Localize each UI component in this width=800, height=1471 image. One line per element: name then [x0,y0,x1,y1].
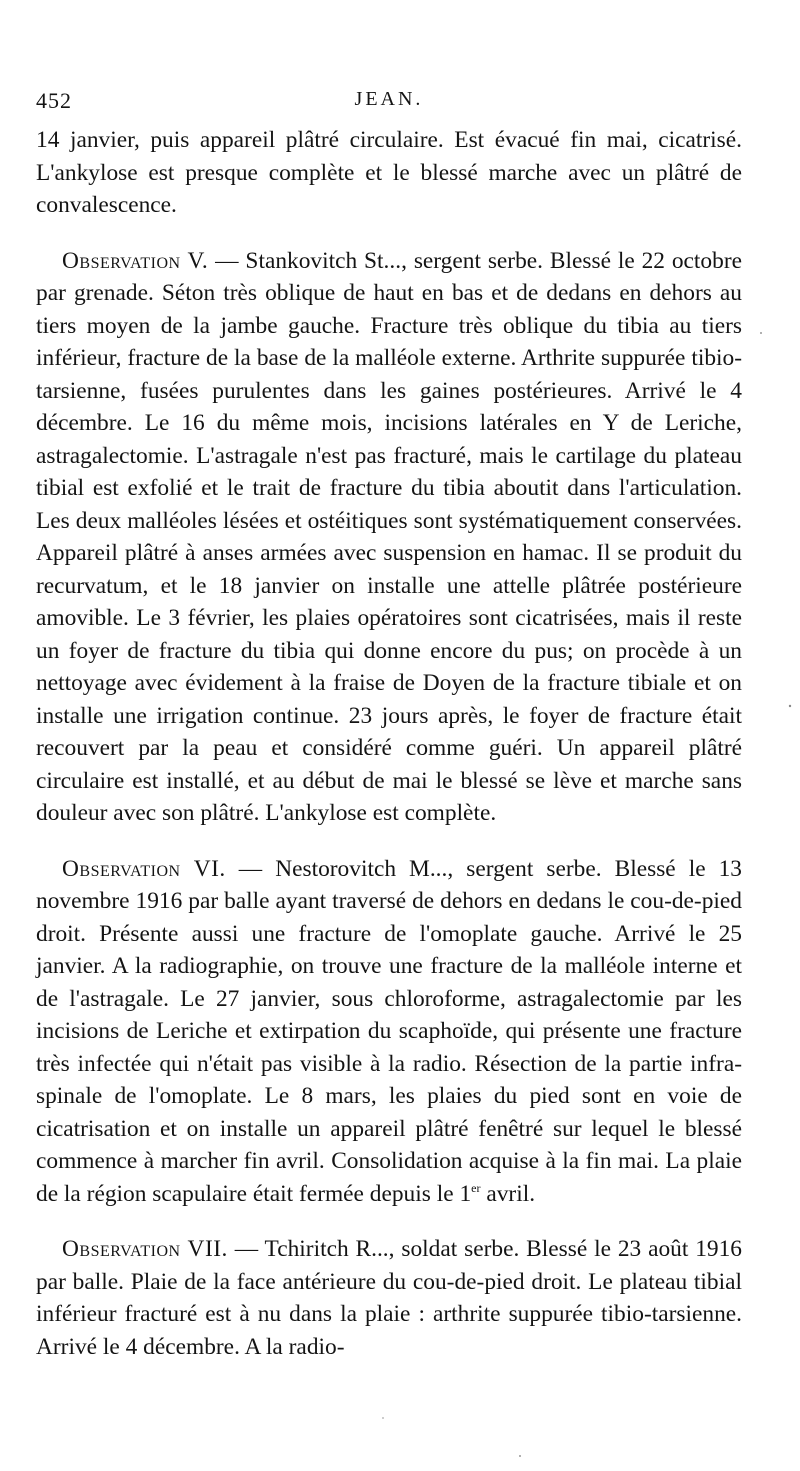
observation-body: — Stankovitch St..., sergent serbe. Blessé le 22 octobre par grenade. Séton très oblique de haut en bas et de dedans en dehors au tiers moyen de la jambe gauche. Fracture très oblique du tibia au tiers inférieur, fracture de la base de la malléole externe. Arthrite suppurée tibio-tarsienne, fusées purulentes dans les gaines postérieures. Arrivé le 4 décembre. Le 16 du même mois, incisions latérales en Y de Leriche, astragalectomie. L'astragale n'est pas fracturé, mais le cartilage du plateau tibial est exfolié et le trait de fracture du tibia aboutit dans l'articulation. Les deux malléoles lésées et ostéitiques sont systématiquement conservées. Appareil plâtré à anses armées avec suspension en hamac. Il se produit du recurvatum, et le 18 janvier on installe une attelle plâtrée postérieure amovible. Le 3 février, les plaies opératoires sont cicatrisées, mais il reste un foyer de fracture du tibia qui donne encore du pus; on procède à un nettoyage avec évidement à la fraise de Doyen de la fracture tibiale et on installe une irrigation continue. 23 jours après, le foyer de fracture était recouvert par la peau et considéré comme guéri. Un appareil plâtré circulaire est installé, et au début de mai le blessé se lève et marche sans douleur avec son plâtré. L'ankylose est complète. [36,247,742,826]
date-superscript: er [471,1180,481,1195]
ink-speck [519,1455,521,1457]
book-page [36,88,742,1363]
observation-vi [36,853,742,1211]
page-number: 452 [36,88,72,113]
running-title: JEAN. [354,88,424,110]
date-end: avril. [486,1180,536,1207]
observation-body: — Nestorovitch M..., sergent serbe. Blessé le 13 novembre 1916 par balle ayant traversé de dehors en dedans le cou-de-pied droit. Présente aussi une fracture de l'omoplate gauche. Arrivé le 25 janvier. A la radiographie, on trouve une fracture de la malléole interne et de l'astragale. Le 27 janvier, sous chloroforme, astragalectomie par les incisions de Leriche et extirpation du scaphoïde, qui présente une fracture très infectée qui n'était pas visible à la radio. Résection de la partie infra-spinale de l'omoplate. Le 8 mars, les plaies du pied sont en voie de cicatrisation et on installe un appareil plâtré fenêtré sur lequel le blessé commence à marcher fin avril. Consolidation acquise à la fin mai. La plaie de la région scapulaire était fermée depuis le [36,855,742,1207]
observation-v [36,245,742,830]
ink-speck [760,332,762,334]
observation-label: Observation VII. [62,1236,228,1262]
page-header [36,88,742,124]
observation-label: Observation VI. [62,855,226,882]
ink-speck [789,705,791,707]
intro-paragraph: 14 janvier, puis appareil plâtré circulaire. Est évacué fin mai, cicatrisé. L'ankylose est presque complète et le blessé marche avec un plâtré de convalescence. [36,127,742,218]
observation-body: — Tchiritch R..., soldat serbe. Blessé le 23 août 1916 par balle. Plaie de la face antérieure du cou-de-pied droit. Le plateau tibial inférieur fracturé est à nu dans la plaie : arthrite suppurée tibio-tarsienne. Arrivé le 4 décembre. A la radio- [36,1236,742,1360]
ink-speck [382,1417,384,1419]
observation-vii [36,1233,742,1363]
observation-label: Observation V. [62,247,209,274]
date-day: 1 [459,1180,472,1207]
